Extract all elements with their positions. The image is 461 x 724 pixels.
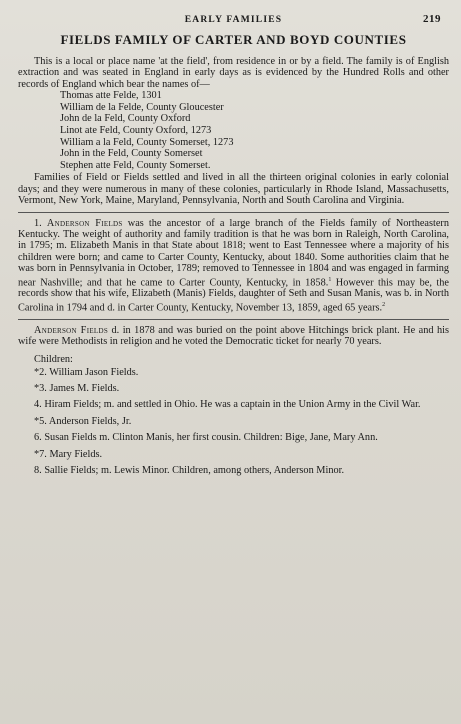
page-title: FIELDS FAMILY OF CARTER AND BOYD COUNTIES — [60, 32, 407, 47]
child-entry — [18, 367, 449, 378]
name-entry: John in the Feld, County Somerset — [60, 148, 203, 160]
death-paragraph — [18, 325, 449, 348]
name-entry: Linot ate Feld, County Oxford, 1273 — [60, 125, 212, 136]
section-divider — [18, 319, 449, 320]
child-text: Mary Fields. — [49, 448, 103, 460]
name-entry: William a la Feld, County Somerset, 1273 — [60, 136, 234, 148]
page-header — [18, 6, 449, 26]
child-entry — [18, 416, 449, 427]
child-text: Susan Fields m. Clinton Manis, her first cousin. Children: Bige, Jane, Mary Ann. — [44, 432, 378, 444]
name-entry: John de la Feld, County Oxford — [60, 113, 191, 125]
child-entry — [18, 432, 449, 443]
footnote-marker: 2 — [382, 301, 386, 308]
intro-paragraph: This is a local or place name 'at the field', from residence in or by a field. The family is of English extraction and was seated in England in early days as is evidenced by the Hundred Rolls and other records of England which bear the names of— — [18, 56, 449, 90]
paragraph-text: was the ancestor of a large branch of the Fields family of Northeastern Kentucky. The weight of authority and family tradition is that he was born in Raleigh, North Carolina, in 1795; m. Elizabeth Manis in that State about 1818; went to East Tennessee where a majority of his children were born; and came to Carter County, Kentucky, about 1840. Some authorities claim that he was born in Pennsylvania in October, 1789; removed to Tennessee in 1804 and was engaged in farming near Nashville; and that he came to Carter County, Kentucky, in 1858. — [18, 217, 449, 289]
running-title: EARLY FAMILIES — [184, 15, 283, 25]
person-name: Anderson Fields — [34, 324, 109, 336]
child-number: *7. — [34, 448, 47, 460]
children-heading: Children: — [34, 353, 73, 365]
child-entry — [18, 383, 449, 394]
child-text: James M. Fields. — [49, 382, 120, 394]
colonies-paragraph: Families of Field or Fields settled and lived in all the thirteen original colonies in early colonial days; and they were numerous in many of these colonies, particularly in Rhode Island, Massachusetts, Vermont, New York, Maine, Maryland, Pennsylvania, North and South Carolina and Virginia. — [18, 172, 449, 207]
footnote-marker: 1 — [328, 276, 332, 283]
child-text: Hiram Fields; m. and settled in Ohio. He was a captain in the Union Army in the Civil War. — [44, 399, 421, 411]
child-number: 4. — [34, 399, 42, 411]
name-entry: Thomas atte Felde, 1301 — [60, 90, 162, 102]
paragraph-text: d. in 1878 and was buried on the point above Hitchings brick plant. He and his wife were Methodists in religion and he voted the Democratic ticket for nearly 70 years. — [18, 324, 449, 348]
page-number: 219 — [423, 13, 441, 25]
child-number: 6. — [34, 432, 42, 444]
anderson-paragraph — [18, 218, 449, 314]
entry-number: 1. — [34, 217, 42, 229]
names-list — [60, 90, 449, 171]
child-text: William Jason Fields. — [49, 366, 139, 378]
child-number: *3. — [34, 382, 47, 394]
child-entry — [18, 449, 449, 460]
paragraph-text: However this may be, the records show that his wife, Elizabeth (Manis) Fields, daughter of Seth and Susan Manis, was b. in North Carolina in 1794 and d. in Carter County, Kentucky, November 13, 1859, aged 65 years. — [18, 277, 449, 314]
name-entry: Stephen atte Feld, County Somerset. — [60, 159, 211, 171]
child-text: Anderson Fields, Jr. — [48, 415, 132, 427]
child-number: 8. — [34, 464, 42, 476]
child-text: Sallie Fields; m. Lewis Minor. Children, among others, Anderson Minor. — [44, 464, 345, 476]
child-number: *2. — [34, 366, 47, 378]
name-entry: William de la Felde, County Gloucester — [60, 101, 224, 113]
children-list — [18, 367, 449, 477]
child-entry — [18, 465, 449, 476]
child-number: *5. — [34, 415, 47, 427]
child-entry — [18, 399, 449, 410]
section-divider — [18, 212, 449, 213]
person-name: Anderson Fields — [46, 217, 123, 229]
